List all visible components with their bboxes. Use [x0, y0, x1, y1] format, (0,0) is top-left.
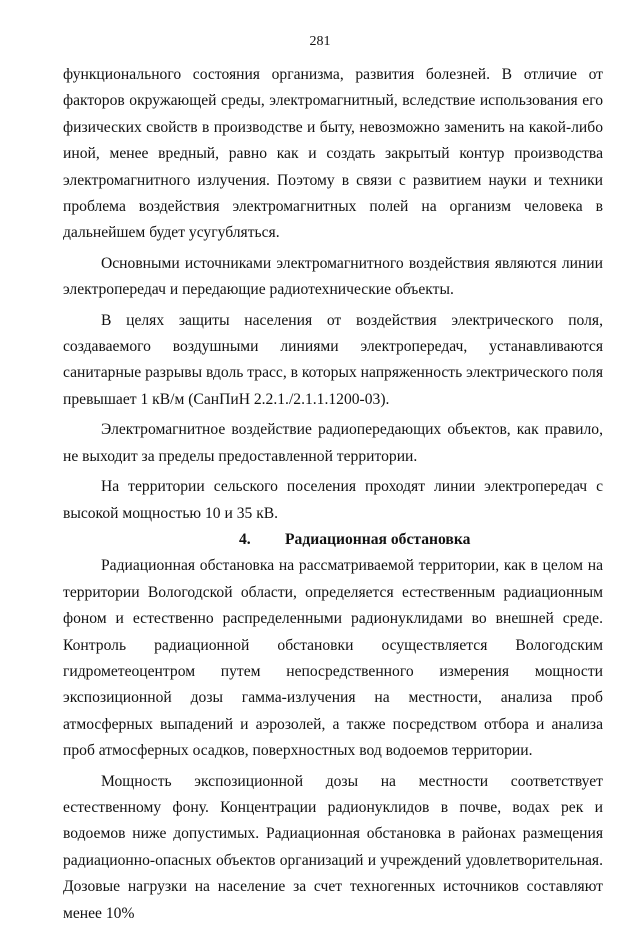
- section-title: Радиационная обстановка: [285, 530, 471, 548]
- page-body: [63, 62, 603, 927]
- paragraph-radiation-situation: Радиационная обстановка на рассматриваемой территории, как в целом на территории Вологодской области, определяется естественным радиационным фоном и естественно распределенными радионуклидами во внешней среде. Контроль радиационной обстановки осуществляется Вологодским гидрометеоцентром путем непосредственного измерения мощности экспозиционной дозы гамма-излучения на местности, анализа проб атмосферных выпадений и аэрозолей, а также посредством отбора и анализа проб атмосферных осадков, поверхностных вод водоемов территории.: [63, 557, 603, 760]
- paragraph-power-lines-protection: В целях защиты населения от воздействия электрического поля, создаваемого воздушными линиями электропередач, устанавливаются санитарные разрывы вдоль трасс, в которых напряженность электрического поля превышает 1 кВ/м (СанПиН 2.2.1./2.1.1.1200-03).: [63, 311, 604, 408]
- section-number: 4.: [239, 530, 251, 548]
- paragraph-rural-power-lines: На территории сельского поселения проходят линии электропередач с высокой мощностью 10 и 35 кВ.: [63, 478, 603, 522]
- paragraph-emf-sources: Основными источниками электромагнитного воздействия являются линии электропередач и передающие радиотехнические объекты.: [63, 254, 603, 299]
- page-number: 281: [309, 34, 331, 49]
- paragraph-exposure-dose: Мощность экспозиционной дозы на местности соответствует естественному фону. Концентрации радионуклидов в почве, водах рек и водоемов ниже допустимых. Радиационная обстановка в районах размещения радиационно-опасных объектов организаций и учреждений удовлетворительная. Дозовые нагрузки на население за счет техногенных источников составляют менее 10%: [63, 772, 603, 922]
- paragraph-continuation: функционального состояния организма, развития болезней. В отличие от факторов окружающей среды, электромагнитный, вследствие использования его физических свойств в производстве и быту, невозможно заменить на какой-либо иной, менее вредный, равно как и создать закрытый контур производства электромагнитного излучения. Поэтому в связи с развитием науки и техники проблема воздействия электромагнитных полей на организм человека в дальнейшем будет усугубляться.: [63, 66, 603, 242]
- section-heading: [63, 527, 603, 553]
- paragraph-radio-objects: Электромагнитное воздействие радиопередающих объектов, как правило, не выходит за пределы предоставленной территории.: [63, 421, 603, 465]
